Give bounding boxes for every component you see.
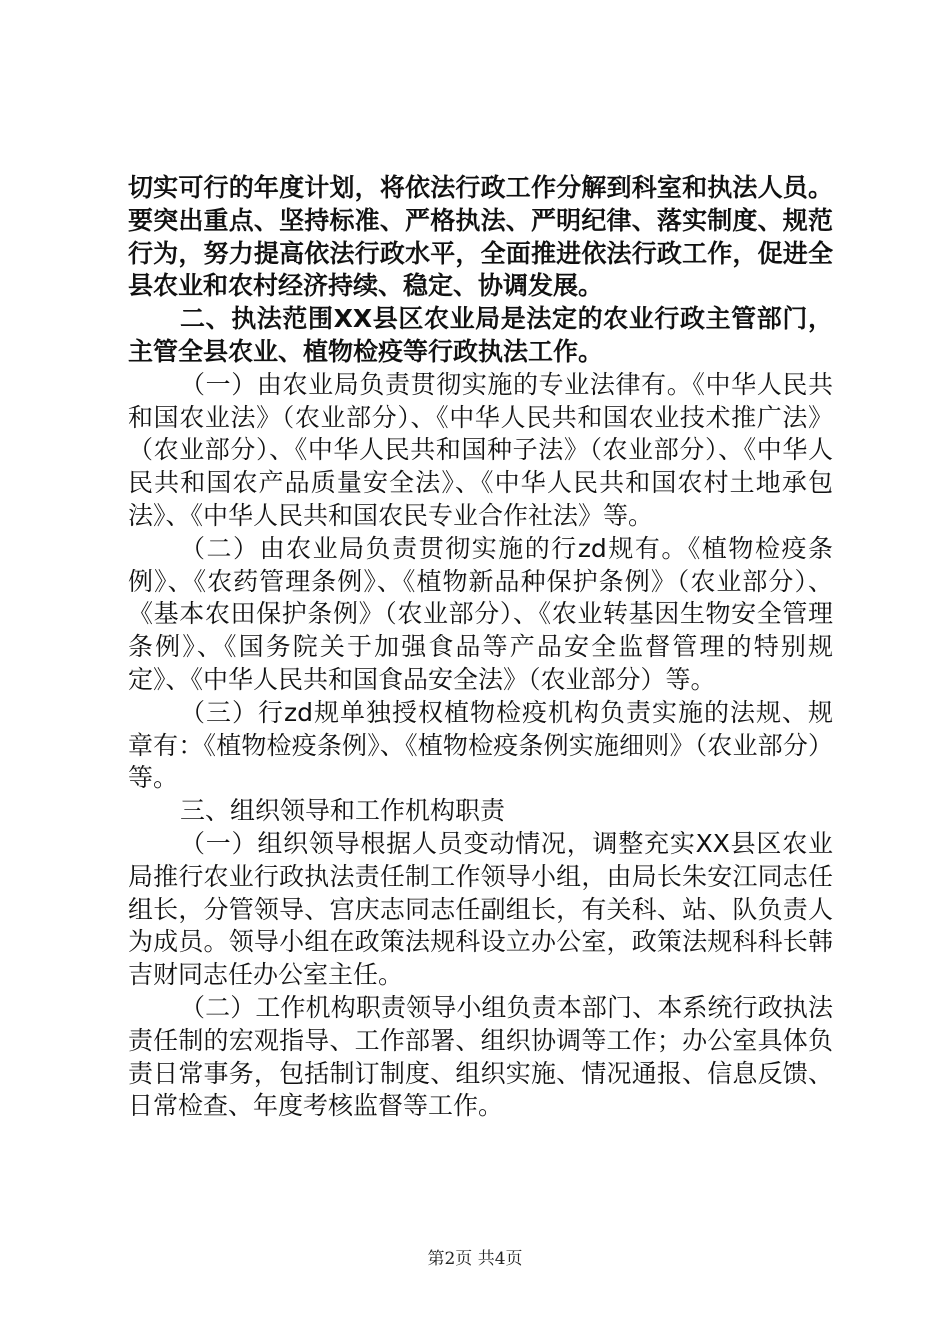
- paragraph-plant-quarantine: （三）行zd规单独授权植物检疫机构负责实施的法规、规章有：《植物检疫条例》、《植物检疫条例实施细则》（农业部分）等。: [128, 697, 833, 793]
- paragraph-annual-plan: 切实可行的年度计划，将依法行政工作分解到科室和执法人员。要突出重点、坚持标准、严格执法、严明纪律、落实制度、规范行为，努力提高依法行政水平，全面推进依法行政工作，促进全县农业和农村经济持续、稳定、协调发展。: [128, 173, 833, 301]
- paragraph-laws: （一）由农业局负责贯彻实施的专业法律有。《中华人民共和国农业法》（农业部分）、《中华人民共和国农业技术推广法》（农业部分）、《中华人民共和国种子法》（农业部分）、《中华人民共和国农产品质量安全法》、《中华人民共和国农村土地承包法》、《中华人民共和国农民专业合作社法》等。: [128, 369, 833, 530]
- document-body: [128, 172, 833, 1123]
- paragraph-leadership: （一）组织领导根据人员变动情况，调整充实XX县区农业局推行农业行政执法责任制工作领导小组，由局长朱安江同志任组长，分管领导、宫庆志同志任副组长，有关科、站、队负责人为成员。领导小组在政策法规科设立办公室，政策法规科科长韩吉财同志任办公室主任。: [128, 828, 833, 990]
- paragraph-enforcement-scope: 二、执法范围XX县区农业局是法定的农业行政主管部门，主管全县农业、植物检疫等行政执法工作。: [128, 304, 833, 366]
- paragraph-office-duties: （二）工作机构职责领导小组负责本部门、本系统行政执法责任制的宏观指导、工作部署、组织协调等工作；办公室具体负责日常事务，包括制订制度、组织实施、情况通报、信息反馈、日常检查、年度考核监督等工作。: [128, 992, 833, 1121]
- paragraph-regulations: （二）由农业局负责贯彻实施的行zd规有。《植物检疫条例》、《农药管理条例》、《植物新品种保护条例》（农业部分）、《基本农田保护条例》（农业部分）、《农业转基因生物安全管理条例》、《国务院关于加强食品等产品安全监督管理的特别规定》、《中华人民共和国食品安全法》（农业部分）等。: [128, 533, 833, 694]
- section-heading-organization: 三、组织领导和工作机构职责: [180, 796, 506, 826]
- page-number-footer: 第2页 共4页: [427, 1249, 523, 1269]
